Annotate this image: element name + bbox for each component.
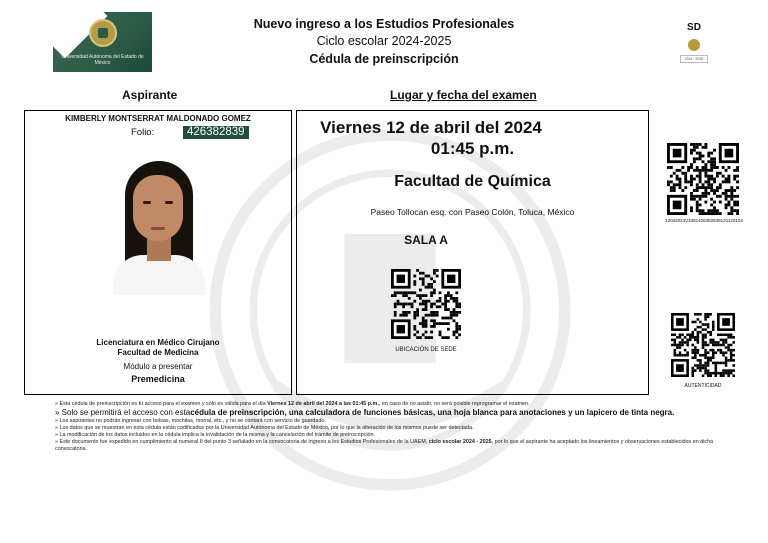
verification-qr-code[interactable] — [667, 143, 739, 215]
note-6: » Este documento fue expedido en cumplimiento al numeral II del punto 3 señalado en la convocatoria de ingreso a los Estudios Profesionales de la UAEM, ciclo escolar 2024 - 2025, por lo que el aspirante ha aceptado los lineamientos y observaciones establecidos en dicha convocatoria. — [55, 439, 714, 452]
sd-caption: 2024 · 2025 — [680, 55, 708, 63]
folio-number: 426382839 — [183, 126, 249, 139]
exam-place-heading: Lugar y fecha del examen — [390, 88, 537, 102]
exam-address: Paseo Tollocan esq. con Paseo Colón, Toluca, México — [370, 207, 575, 217]
sd-block — [676, 22, 712, 63]
folio-label: Folio: — [131, 127, 155, 138]
modulo-value: Premedicina — [131, 374, 185, 384]
career-faculty: Facultad de Medicina — [117, 348, 199, 357]
location-qr-caption: UBICACIÓN DE SEDE — [395, 347, 457, 353]
note-5: » La modificación de los datos incluidos en la cédula implica la invalidación de la misma y la cancelación del trámite de preinscripción. — [55, 432, 376, 438]
applicant-name: KIMBERLY MONTSERRAT MALDONADO GOMEZ — [65, 114, 251, 123]
exam-faculty: Facultad de Química — [394, 173, 551, 190]
applicant-card — [24, 110, 292, 395]
verification-code-text: 12042024V3481426382839131120104 — [665, 218, 743, 223]
location-qr-code[interactable] — [391, 269, 461, 339]
school-cycle: Ciclo escolar 2024-2025 — [316, 34, 452, 48]
modulo-label: Módulo a presentar — [123, 362, 193, 371]
exam-room: SALA A — [404, 233, 448, 247]
logo-caption: Universidad Autónoma del Estado de México — [61, 54, 144, 66]
note-1: » Esta cédula de preinscripción es tu acceso para el examen y sólo es válida para el día Viernes 12 de abril del 2024 a las 01:45 p.m., en caso de no asistir, no será posible reprogramar el examen. — [55, 401, 530, 407]
sd-emblem-icon — [688, 39, 700, 51]
note-4: » Los datos que se muestran en esta cédula están codificados por la Universidad Autónoma del Estado de México, por lo que la alteración de los mismos puede ser detectada. — [55, 425, 474, 431]
sd-label: SD — [687, 22, 701, 33]
notes-section — [55, 401, 715, 453]
document-type: Cédula de preinscripción — [309, 52, 459, 66]
authenticity-qr-code[interactable] — [671, 313, 735, 377]
page-title: Nuevo ingreso a los Estudios Profesionales — [253, 17, 515, 31]
note-3: » Los aspirantes no podrán ingresar con bolsas, mochilas, morral, etc., y no se contará con servicio de guardado. — [55, 418, 326, 424]
exam-card — [296, 110, 649, 395]
career-info — [25, 338, 291, 358]
authenticity-caption: AUTENTICIDAD — [684, 383, 722, 389]
exam-date: Viernes 12 de abril del 2024 — [320, 118, 542, 137]
applicant-photo — [95, 155, 223, 295]
career-name: Licenciatura en Médico Cirujano — [96, 338, 220, 347]
aspirante-heading: Aspirante — [122, 88, 178, 102]
document-header — [0, 16, 768, 67]
note-2: » Solo se permitirá el acceso con estacédula de preinscripción, una calculadora de funciones básicas, una hoja blanca para anotaciones y un lapicero de tinta negra. — [55, 408, 675, 417]
exam-time: 01:45 p.m. — [430, 139, 515, 158]
